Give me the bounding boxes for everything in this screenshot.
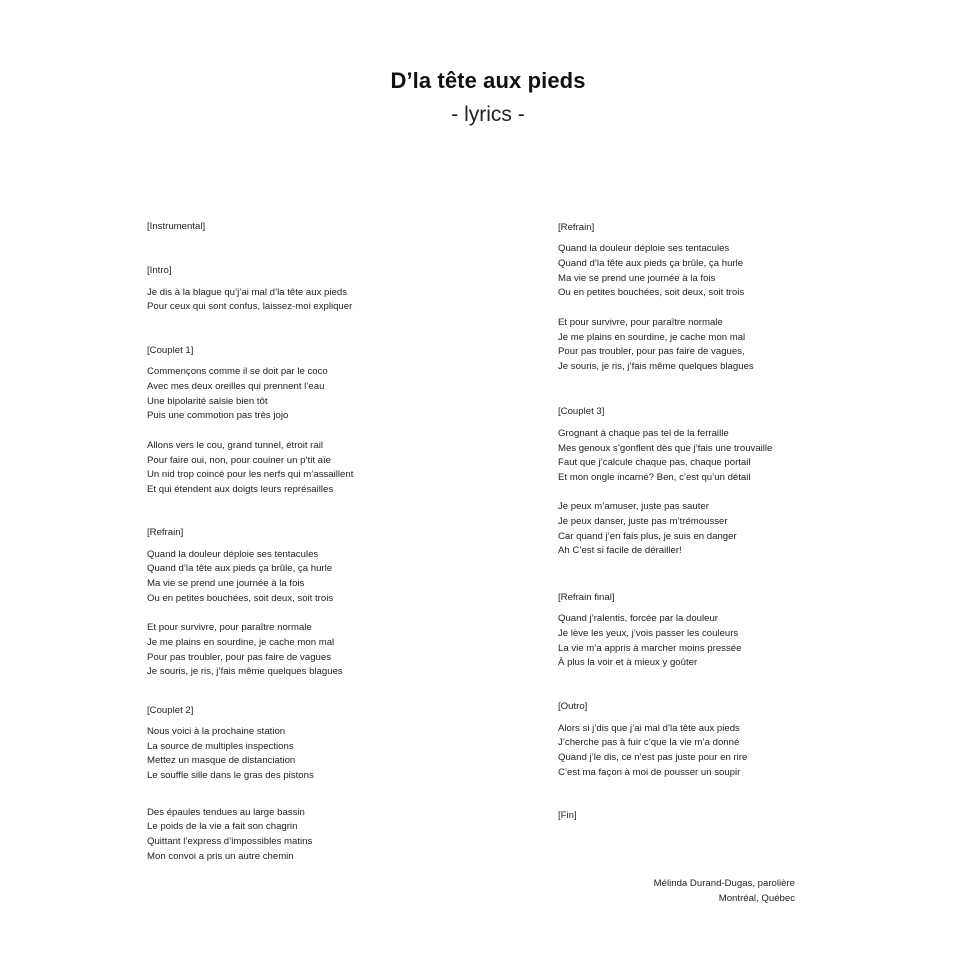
lyric-line: Quand d’la tête aux pieds ça brûle, ça hurle [147, 563, 333, 574]
song-subtitle: - lyrics - [451, 103, 525, 126]
lyric-line: Mettez un masque de distanciation [147, 755, 296, 766]
lyric-line: Commençons comme il se doit par le coco [147, 366, 328, 377]
credit-location: Montréal, Québec [718, 893, 795, 904]
lyric-line: Mon convoi a pris un autre chemin [147, 851, 294, 862]
lyric-line: Quand j’le dis, ce n’est pas juste pour en rire [558, 752, 748, 763]
section-tag-fin: [Fin] [558, 810, 577, 821]
lyric-line: Des épaules tendues au large bassin [147, 807, 305, 818]
lyric-line: Je peux danser, juste pas m’trémousser [558, 516, 728, 527]
lyric-line: Une bipolarité saisie bien tôt [147, 396, 268, 407]
lyric-line: Pour pas troubler, pour pas faire de vagues [147, 652, 331, 663]
lyric-line: Et qui étendent aux doigts leurs représailles [147, 484, 334, 495]
section-tag-instrumental: [Instrumental] [147, 221, 206, 232]
section-tag-outro: [Outro] [558, 701, 588, 712]
lyric-line: Quand d’la tête aux pieds ça brûle, ça hurle [558, 258, 744, 269]
lyric-line: Ou en petites bouchées, soit deux, soit trois [558, 287, 745, 298]
lyric-line: Quand la douleur déploie ses tentacules [558, 243, 730, 254]
lyric-line: Je me plains en sourdine, je cache mon mal [558, 332, 746, 343]
lyric-line: Puis une commotion pas très jojo [147, 410, 289, 421]
lyric-line: Allons vers le cou, grand tunnel, étroit rail [147, 440, 323, 451]
lyric-line: Je dis à la blague qu’j’ai mal d’la tête aux pieds [147, 287, 347, 298]
song-title: D’la tête aux pieds [390, 68, 586, 93]
section-tag-couplet-2: [Couplet 2] [147, 705, 194, 716]
section-tag-refrain-final: [Refrain final] [558, 592, 615, 603]
lyric-line: Faut que j’calcule chaque pas, chaque portail [558, 457, 751, 468]
lyric-line: Je me plains en sourdine, je cache mon mal [147, 637, 335, 648]
lyric-line: Quand j’ralentis, forcée par la douleur [558, 613, 718, 624]
section-tag-refrain: [Refrain] [558, 222, 595, 233]
lyric-line: La source de multiples inspections [147, 741, 294, 752]
lyric-line: Ou en petites bouchées, soit deux, soit trois [147, 593, 334, 604]
lyric-line: Ma vie se prend une journée à la fois [558, 273, 716, 284]
lyric-line: Avec mes deux oreilles qui prennent l’eau [147, 381, 325, 392]
lyric-line: Le souffle sille dans le gras des pistons [147, 770, 314, 781]
section-tag-couplet-1: [Couplet 1] [147, 345, 194, 356]
section-tag-intro: [Intro] [147, 265, 172, 276]
lyric-line: Quittant l’express d’impossibles matins [147, 836, 313, 847]
lyric-line: Et pour survivre, pour paraître normale [147, 622, 312, 633]
lyric-line: Mes genoux s’gonflent dès que j’fais une trouvaille [558, 443, 773, 454]
lyric-line: Le poids de la vie a fait son chagrin [147, 821, 298, 832]
lyric-line: À plus la voir et à mieux y goûter [558, 657, 698, 668]
lyric-line: Ah C’est si facile de dérailler! [558, 545, 682, 556]
lyric-line: La vie m’a appris à marcher moins pressée [558, 643, 742, 654]
section-tag-couplet-3: [Couplet 3] [558, 406, 605, 417]
lyric-line: Et mon ongle incarné? Ben, c’est qu’un détail [558, 472, 751, 483]
lyric-line: Je peux m’amuser, juste pas sauter [558, 501, 709, 512]
lyric-line: Je souris, je ris, j’fais même quelques blagues [147, 666, 343, 677]
lyric-line: Je lève les yeux, j’vois passer les couleurs [558, 628, 739, 639]
credit-author: Mélinda Durand-Dugas, parolière [653, 878, 795, 889]
section-tag-refrain: [Refrain] [147, 527, 184, 538]
lyric-line: C’est ma façon à moi de pousser un soupir [558, 767, 741, 778]
lyric-line: Ma vie se prend une journée à la fois [147, 578, 305, 589]
lyric-line: Un nid trop coincé pour les nerfs qui m’assaillent [147, 469, 354, 480]
lyric-line: Pour ceux qui sont confus, laissez-moi expliquer [147, 301, 353, 312]
lyric-line: Pour faire oui, non, pour couiner un p’tit aïe [147, 455, 331, 466]
lyric-line: Je souris, je ris, j’fais même quelques blagues [558, 361, 754, 372]
lyric-line: Quand la douleur déploie ses tentacules [147, 549, 319, 560]
lyric-line: Pour pas troubler, pour pas faire de vagues, [558, 346, 745, 357]
lyric-line: Alors si j’dis que j’ai mal d’la tête aux pieds [558, 723, 740, 734]
lyric-line: Nous voici à la prochaine station [147, 726, 286, 737]
lyric-line: Car quand j’en fais plus, je suis en danger [558, 531, 737, 542]
lyric-line: Grognant à chaque pas tel de la ferraille [558, 428, 729, 439]
lyric-line: Et pour survivre, pour paraître normale [558, 317, 723, 328]
lyric-line: J’cherche pas à fuir c’que la vie m’a donné [558, 737, 740, 748]
